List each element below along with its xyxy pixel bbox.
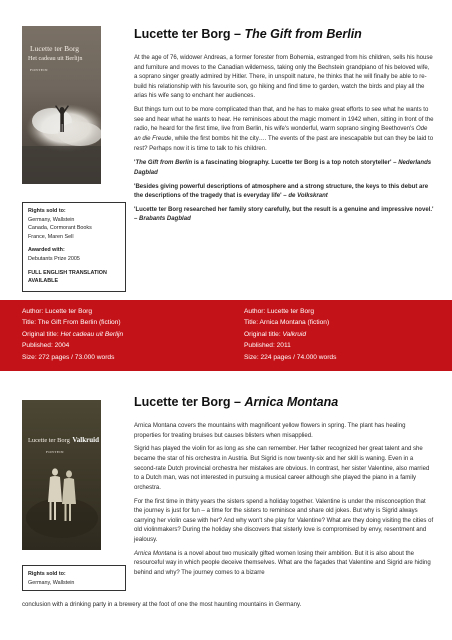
book-cover-gift-from-berlin (22, 26, 101, 184)
rights-label: Rights sold to: (28, 208, 66, 214)
book2-paragraph: Arnica Montana is a novel about two musically gifted women losing their ambition. But it is also about the resourceful way in which people deceive themselves. What are the façades that Valentine and Sigrid are hiding behind and why? The journey comes to a bizarre (134, 550, 431, 576)
book2-closing-line: conclusion with a drinking party in a brewery at the foot of one the most haunting mountains in Germany. (22, 602, 302, 608)
cover-author: Lucette ter Borg Valkruid (28, 436, 99, 444)
book1-rights-box (22, 202, 126, 292)
book2-rights-box (22, 565, 126, 591)
translation-note: AVAILABLE (28, 278, 59, 285)
book2-heading-author: Lucette ter Borg (134, 395, 231, 409)
band-author: Author: Lucette ter Borg (22, 308, 93, 315)
review-source: Brabants Dagblad (139, 216, 191, 223)
review-source: Nederlands Dagblad (134, 160, 432, 176)
book1-heading-title: The Gift from Berlin (244, 27, 362, 41)
book-cover-arnica-montana (22, 400, 101, 550)
book1-paragraph: But things turn out to be more complicated than that, and he has to make great efforts to see what he wants to see and hear what he wants to hear. He reminisces about the magic moment in 1942 when, sitting in front of the radio, he heard for the first time, live from Berlin, his wife's wonderful, warm soprano singing Beethoven's Ode an die Freude, while the first bombs hit the city…. The events of the past are inescapable but can they be laid to rest? Perhaps now it is time to talk to his children. (134, 107, 434, 152)
book-details-band (0, 300, 452, 371)
band-original-title: Original title: Het cadeau uit Berlijn (22, 330, 124, 338)
rights-label: Rights sold to: (28, 571, 66, 577)
book2-heading-title: Arnica Montana (244, 395, 339, 409)
cover-splash-figure-image (22, 26, 101, 184)
cover-title: Het cadeau uit Berlijn (28, 55, 83, 62)
review-quote: 'Lucette ter Borg researched her family story carefully, but the result is a genuine and impressive novel.' – Brabants Dagblad (134, 206, 434, 223)
band-right-column (244, 306, 336, 363)
award-item: Debutants Prize 2005 (28, 255, 80, 262)
cover-author: Lucette ter Borg (30, 44, 80, 53)
book2-heading: Lucette ter Borg – Arnica Montana (134, 395, 339, 409)
book2-paragraph: Arnica Montana covers the mountains with magnificent yellow flowers in spring. The plant has healing properties for treating bruises but causes blisters when misapplied. (134, 423, 406, 439)
band-title: Title: Arnica Montana (fiction) (244, 319, 330, 327)
cover-publisher: FONTEIN (46, 450, 65, 454)
band-size: Size: 224 pages / 74.000 words (244, 353, 337, 361)
band-size: Size: 272 pages / 73.000 words (22, 353, 115, 361)
cover-two-women-image (22, 400, 101, 550)
book2-paragraph: Sigrid has played the violin for as long as she can remember. Her father recognized her great talent and she became the star of his orchestra in Austria. But Sigrid is now twenty-six and her skill is waning. Even in a second-rate Dutch provincial orchestra her mistakes are obvious. In contrast, her sister Valentine, also married to a Dutch man, was not interested in pursuing a musical career although she played the piano in a family orchestra. (134, 446, 430, 491)
translation-note: FULL ENGLISH TRANSLATION (28, 269, 107, 276)
book1-paragraph: At the age of 76, widower Andreas, a former forester from Bohemia, estranged from his children, sells his house and furniture and moves to the Canadian wilderness, taking only the Bechstein grandpiano of his beloved wife, a soprano singer greatly admired by Hitler. There, in unspoilt nature, he thinks that he will finally be able to re-build his relationship with his favourite son, go hiking and find time to garden, watch the birds and play all the arias his wife sang to enchant her audiences. (134, 55, 433, 100)
review-quote: 'Besides giving powerful descriptions of atmosphere and a strong structure, the keys to this debut are the descriptions of the tragedy that is everyday life' – de Volkskrant (134, 183, 429, 200)
book1-heading: Lucette ter Borg – The Gift from Berlin (134, 27, 362, 41)
cover-title: Valkruid (72, 436, 99, 444)
band-left-column (22, 306, 123, 363)
book2-description (134, 422, 434, 583)
band-original-title: Original title: Valkruid (244, 330, 307, 338)
cover-publisher: FONTEIN (30, 68, 49, 72)
book2-paragraph: For the first time in thirty years the sisters spend a holiday together. Valentine is under the misconception that the journey is just for fun – a time for the sisters to reminisce and share old jokes. But why is Sigrid always carrying her violin case with her? And why won't she play for Valentine? What are they doing visiting the cities of old violinmakers? During the holiday she discovers that sisterly love is compromised by envy, resentment and jealousy. (134, 498, 434, 543)
book1-heading-author: Lucette ter Borg (134, 27, 231, 41)
book1-description (134, 54, 434, 229)
band-published: Published: 2004 (22, 342, 70, 350)
rights-country: Canada, Cormorant Books (28, 225, 92, 232)
rights-country: Germany, Wallstein (28, 216, 75, 223)
awards-label: Awarded with: (28, 247, 65, 254)
band-author: Author: Lucette ter Borg (244, 308, 315, 315)
opera-title: Ode an die Freude (134, 126, 428, 142)
rights-country: France, Maren Sell (28, 233, 74, 240)
band-title: Title: The Gift From Berlin (fiction) (22, 319, 121, 327)
review-source: de Volkskrant (288, 193, 328, 200)
review-quote: 'The Gift from Berlin is a fascinating biography. Lucette ter Borg is a top notch storyteller' – Nederlands Dagblad (134, 160, 432, 176)
rights-country: Germany, Wallstein (28, 579, 75, 586)
band-published: Published: 2011 (244, 342, 291, 350)
